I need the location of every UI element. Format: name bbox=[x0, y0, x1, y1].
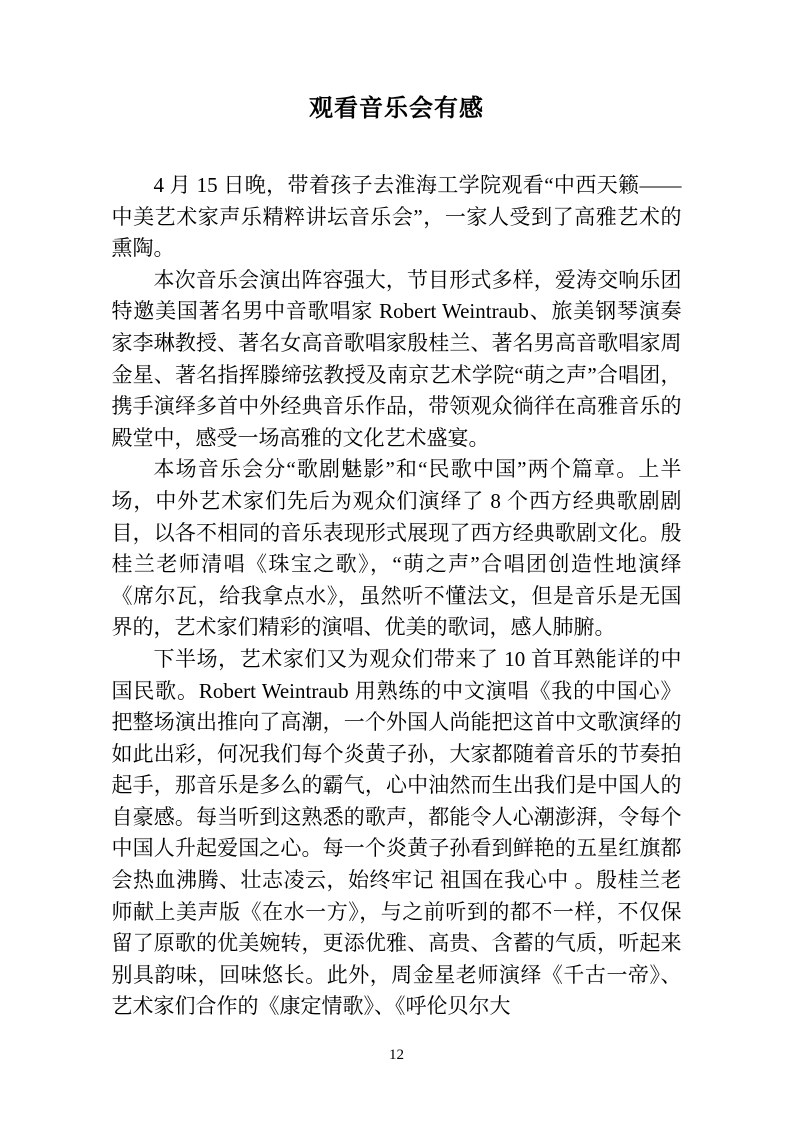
paragraph-3: 本场音乐会分“歌剧魅影”和“民歌中国”两个篇章。上半场，中外艺术家们先后为观众们演绎了 8 个西方经典歌剧剧目，以各不相同的音乐表现形式展现了西方经典歌剧文化。殷桂兰老师清唱《珠宝之歌》，“萌之声”合唱团创造性地演绎《席尔瓦，给我拿点水》，虽然听不懂法文，但是音乐是无国界的，艺术家们精彩的演唱、优美的歌词，感人肺腑。 bbox=[111, 457, 682, 640]
paragraph-4: 下半场，艺术家们又为观众们带来了 10 首耳熟能详的中国民歌。Robert Weintraub 用熟练的中文演唱《我的中国心》把整场演出推向了高潮，一个外国人尚能把这首中文歌演绎的如此出彩，何况我们每个炎黄子孙，大家都随着音乐的节奏拍起手，那音乐是多么的霸气，心中油然而生出我们是中国人的自豪感。每当听到这熟悉的歌声，都能令人心潮澎湃，令每个中国人升起爱国之心。每一个炎黄子孙看到鲜艳的五星红旗都会热血沸腾、壮志凌云，始终牢记 祖国在我心中 。殷桂兰老师献上美声版《在水一方》，与之前听到的都不一样，不仅保留了原歌的优美婉转，更添优雅、高贵、含蓄的气质，听起来别具韵味，回味悠长。此外，周金星老师演绎《千古一帝》、艺术家们合作的《康定情歌》、《呼伦贝尔大 bbox=[111, 646, 682, 1019]
paragraph-1: 4 月 15 日晚，带着孩子去淮海工学院观看“中西天籁——中美艺术家声乐精粹讲坛音乐会”，一家人受到了高雅艺术的熏陶。 bbox=[111, 173, 682, 261]
page-number: 12 bbox=[389, 1047, 404, 1063]
document-title: 观看音乐会有感 bbox=[309, 94, 484, 122]
paragraph-2: 本次音乐会演出阵容强大，节目形式多样，爱涛交响乐团特邀美国著名男中音歌唱家 Robert Weintraub、旅美钢琴演奏家李琳教授、著名女高音歌唱家殷桂兰、著名男高音歌唱家周金星、著名指挥滕缔弦教授及南京艺术学院“萌之声”合唱团，携手演绎多首中外经典音乐作品，带领观众徜徉在高雅音乐的殿堂中，感受一场高雅的文化艺术盛宴。 bbox=[111, 267, 682, 450]
document-body bbox=[112, 170, 682, 1023]
